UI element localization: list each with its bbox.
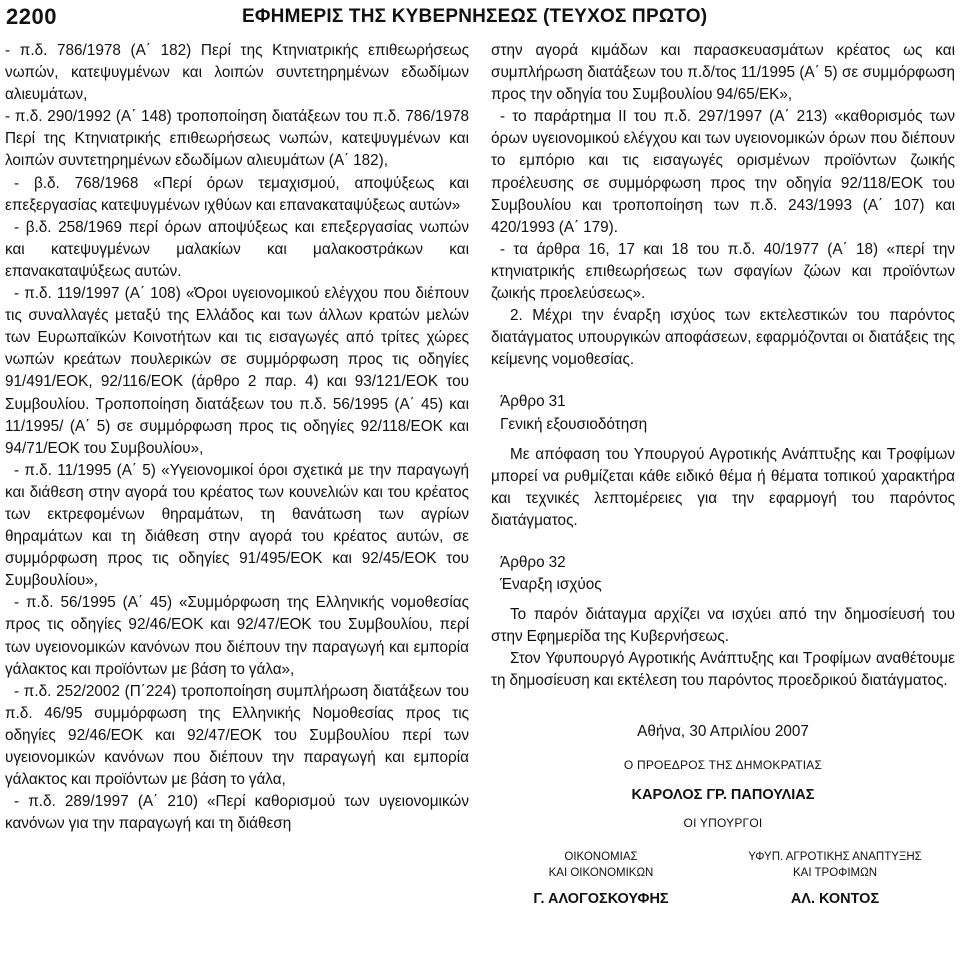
president-heading: Ο ΠΡΟΕΔΡΟΣ ΤΗΣ ΔΗΜΟΚΡΑΤΙΑΣ	[623, 757, 823, 772]
law-reference-item: - π.δ. 56/1995 (Α΄ 45) «Συμμόρφωση της Ελληνικής νομοθεσίας προς τις οδηγίες 92/46/ΕΟΚ και 92/47/ΕΟΚ του Συμβουλίου, περί των υγειονομικών κανόνων που διέπουν την παραγωγή και εμπορία γάλακτος και προϊόντων με βάση το γάλα»,	[5, 594, 469, 678]
law-reference-item: - β.δ. 768/1968 «Περί όρων τεμαχισμού, αποψύξεως και επεξεργασίας κατεψυγμένων ιχθύων και επανακαταψύξεως αυτών»	[5, 174, 469, 214]
law-reference-item: - το παράρτημα ΙΙ του π.δ. 297/1997 (Α΄ 213) «καθορισμός των όρων υγειονομικού ελέγχου και των υγειονομικών όρων που διέπουν το εμπόριο και τις εισαγωγές ορισμένων προϊόντων ζωικής προέλευσης σε συμμόρφωση προς την οδηγία 92/118/ΕΟΚ του Συμβουλίου και τροποποίηση των π.δ. 243/1993 (Α΄ 107) και 420/1993 (Α΄ 179).	[491, 108, 955, 236]
law-reference-item: - π.δ. 11/1995 (Α΄ 5) «Υγειονομικοί όροι σχετικά με την παραγωγή και διάθεση στην αγορά του κρέατος των κουνελιών και του κρέατος των εκτρεφομένων θηραμάτων, τη θανάτωση των αγρίων θηραμάτων και τη διάθεση στην αγορά του κρέατος αυτών, σε συμμόρφωση προς τις οδηγίες 91/495/ΕΟΚ και 92/45/ΕΟΚ του Συμβουλίου»,	[5, 461, 469, 590]
law-reference-item: - π.δ. 119/1997 (Α΄ 108) «Όροι υγειονομικού ελέγχου που διέπουν τις συναλλαγές μεταξύ της Ελλάδος και των άλλων κρατών μελών των Ευρωπαϊκών Κοινοτήτων και τις εισαγωγές από τρίτες χώρες νωπών κρεάτων πουλερικών σε συμμόρφωση προς τις οδηγίες 91/491/ΕΟΚ, 92/116/ΕΟΚ (άρθρο 2 παρ. 4) και 93/121/ΕΟΚ του Συμβουλίου. Τροποποίηση διατάξεων του π.δ. 56/1995 (Α΄ 45) και 11/1995/ (Α΄ 5) σε συμμόρφωση προς τις οδηγίες 92/118/ΕΟΚ και 94/71/ΕΟΚ του Συμβουλίου»,	[5, 285, 469, 457]
continuation-text: στην αγορά κιμάδων και παρασκευασμάτων κρέατος ως και συμπλήρωση διατάξεων του π.δ/τος 11/1995 (Α΄ 5) σε συμμόρφωση προς την οδηγία του Συμβουλίου 94/65/ΕΚ»,	[491, 42, 955, 104]
article-31-number: Άρθρο 31	[500, 393, 566, 411]
article-32-text: Το παρόν διάταγμα αρχίζει να ισχύει από την δημοσίευσή του στην Εφημερίδα της Κυβερνήσεως.	[491, 606, 955, 646]
article-31-title: Γενική εξουσιοδότηση	[500, 415, 648, 433]
article-32-title: Έναρξη ισχύος	[500, 576, 602, 594]
article-32-number: Άρθρο 32	[500, 553, 566, 571]
minister-title	[735, 849, 935, 881]
ministers-titles	[491, 849, 955, 881]
article-31-text: Με απόφαση του Υπουργού Αγροτικής Ανάπτυξης και Τροφίμων μπορεί να ρυθμίζεται κάθε ειδικό θέμα ή θέματα τοπικού χαρακτήρα και τεχνικές λεπτομέρειες για την εφαρμογή του παρόντος διατάγματος.	[491, 445, 955, 529]
page-number: 2200	[6, 4, 57, 29]
place-date: Αθήνα, 30 Απριλίου 2007	[637, 722, 809, 740]
minister-title-line: ΚΑΙ ΤΡΟΦΙΜΩΝ	[792, 866, 877, 879]
law-reference-item: - π.δ. 252/2002 (Π΄224) τροποποίηση συμπλήρωση διατάξεων του π.δ. 46/95 συμμόρφωση της Ελληνικής Νομοθεσίας προς τις οδηγίες 92/46/ΕΟΚ και 92/47/ΕΟΚ του Συμβουλίου περί των υγειονομικών κανόνων που διέπουν την παραγωγή και εμπορία γάλακτος και προϊόντων με βάση το γάλα,	[5, 682, 469, 789]
transitional-paragraph: 2. Μέχρι την έναρξη ισχύος των εκτελεστικών του παρόντος διατάγματος υπουργικών αποφάσεων, εφαρμόζονται οι διατάξεις της κείμενης νομοθεσίας.	[491, 307, 955, 369]
right-column	[491, 40, 955, 911]
law-reference-item: - π.δ. 290/1992 (Α΄ 148) τροποποίηση διατάξεων του π.δ. 786/1978 Περί της Κτηνιατρικής επιθεωρήσεως νωπών, κατεψυγμένων και λοιπών συντετηρημένων εδωδίμων αλιευμάτων (Α΄ 182),	[5, 108, 469, 170]
law-reference-item: - β.δ. 258/1969 περί όρων αποψύξεως και επεξεργασίας νωπών και κατεψυγμένων μαλακίων και μαλακοστράκων και επανακαταψύξεως αυτών.	[5, 218, 469, 280]
minister-name: ΑΛ. ΚΟΝΤΟΣ	[790, 890, 880, 907]
minister-title-line: ΟΙΚΟΝΟΜΙΑΣ	[564, 850, 638, 863]
law-reference-item: - π.δ. 786/1978 (Α΄ 182) Περί της Κτηνιατρικής επιθεωρήσεως νωπών, κατεψυγμένων και λοιπών συντετηρημένων εδωδίμων αλιευμάτων,	[5, 42, 469, 104]
journal-title: ΕΦΗΜΕΡΙΣ ΤΗΣ ΚΥΒΕΡΝΗΣΕΩΣ (ΤΕΥΧΟΣ ΠΡΩΤΟ)	[242, 6, 708, 27]
minister-title-line: ΥΦΥΠ. ΑΓΡΟΤΙΚΗΣ ΑΝΑΠΤΥΞΗΣ	[748, 850, 922, 863]
law-reference-item: - π.δ. 289/1997 (Α΄ 210) «Περί καθορισμού των υγειονομικών κανόνων για την παραγωγή και τη διάθεση	[5, 793, 469, 833]
minister-name: Γ. ΑΛΟΓΟΣΚΟΥΦΗΣ	[533, 890, 669, 907]
ministers-names	[491, 889, 955, 911]
page-header	[6, 4, 954, 30]
president-name: ΚΑΡΟΛΟΣ ΓΡ. ΠΑΠΟΥΛΙΑΣ	[631, 786, 815, 803]
law-reference-item: - τα άρθρα 16, 17 και 18 του π.δ. 40/1977 (Α΄ 18) «περί την κτηνιατρικής επιθεωρήσεως των σφαγίων ζώων και προϊόντων ζωικής προελεύσεως».	[491, 240, 955, 303]
minister-title-line: ΚΑΙ ΟΙΚΟΝΟΜΙΚΩΝ	[548, 866, 654, 879]
minister-title	[501, 849, 701, 881]
left-column	[5, 40, 469, 835]
article-32-assignment: Στον Υφυπουργό Αγροτικής Ανάπτυξης και Τροφίμων αναθέτουμε τη δημοσίευση και εκτέλεση του παρόντος προεδρικού διατάγματος.	[491, 650, 955, 690]
ministers-heading: ΟΙ ΥΠΟΥΡΓΟΙ	[683, 815, 763, 830]
